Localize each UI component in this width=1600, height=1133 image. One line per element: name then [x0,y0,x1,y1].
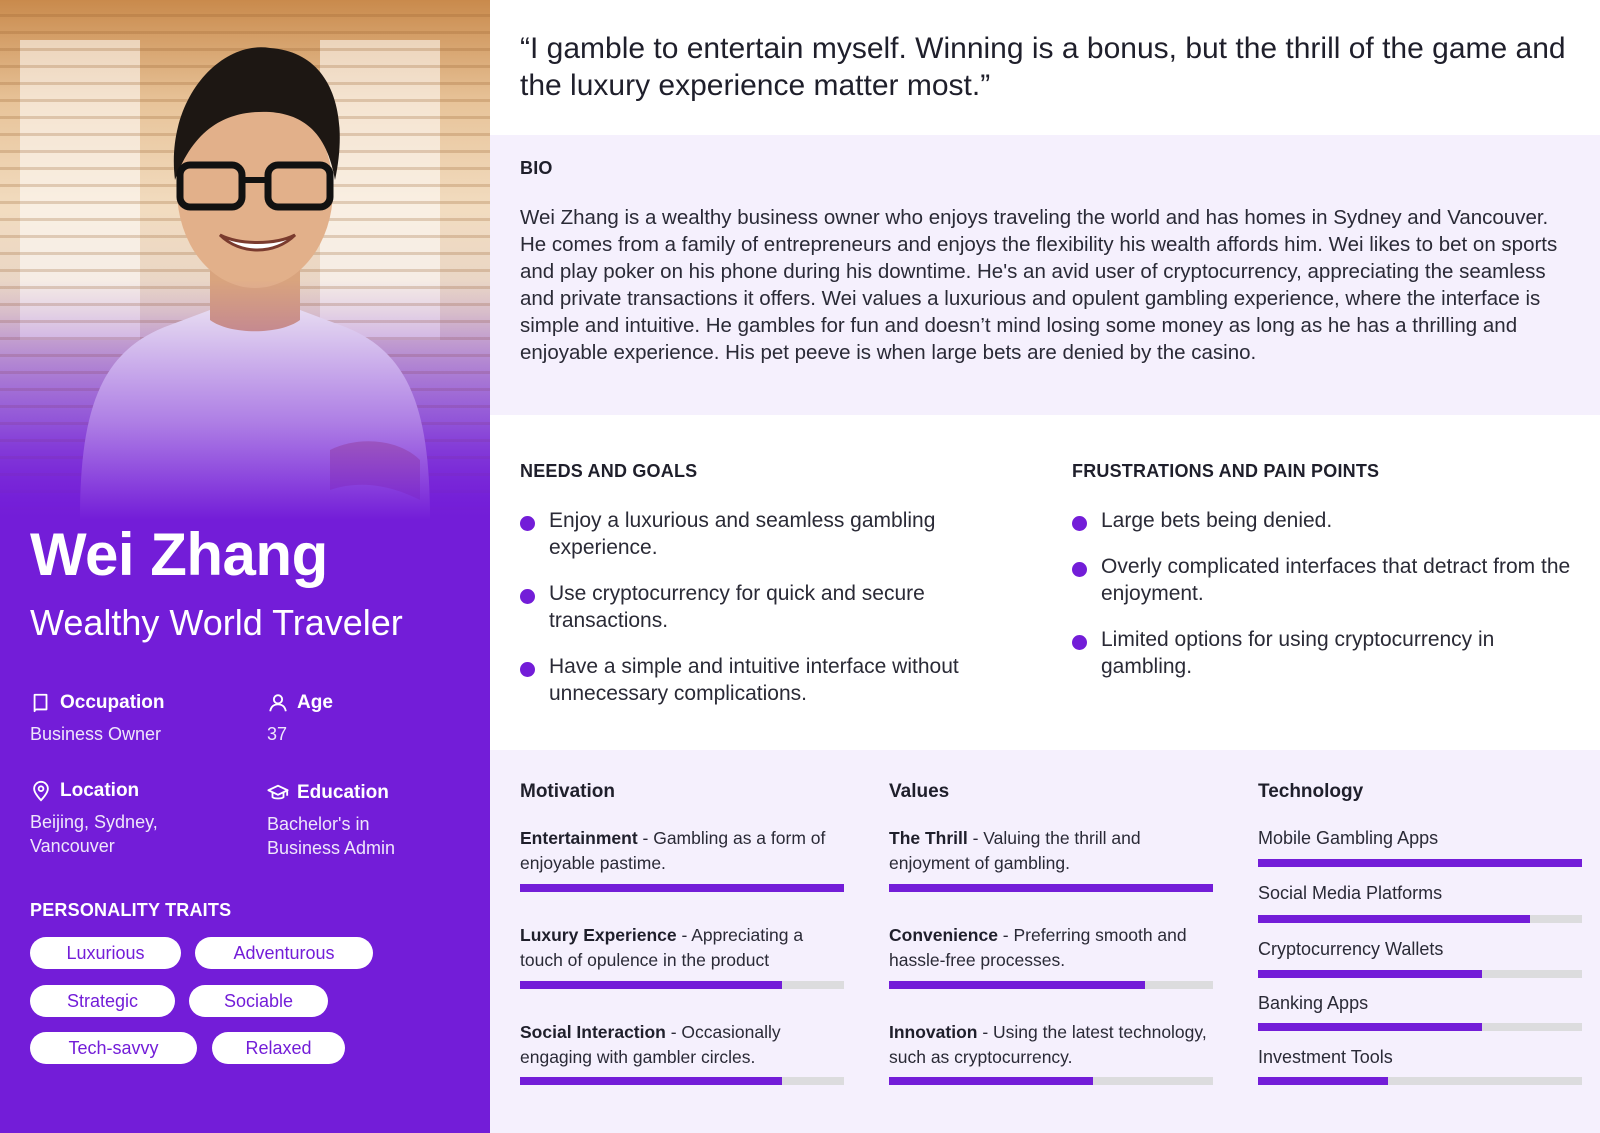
technology-label: Mobile Gambling Apps [1258,828,1439,848]
motivation-item [520,1020,850,1070]
trait-pill: Strategic [30,985,175,1017]
trait-pill: Luxurious [30,937,181,969]
location-label: Location [60,780,140,801]
bullet-dot [1072,635,1087,650]
persona-quote: “I gamble to entertain myself. Winning is a bonus, but the thrill of the game and the luxury experience matter most.” [520,32,1566,102]
trait-pill: Relaxed [212,1032,345,1064]
values-term: The Thrill [889,828,968,848]
frustration-text: Large bets being denied. [1101,509,1333,532]
persona-role: Wealthy World Traveler [30,602,403,643]
list-item [1072,553,1572,607]
education-value-line1: Bachelor's in [267,814,370,834]
technology-bar-fill [1258,1077,1388,1085]
bullet-dot [1072,516,1087,531]
personality-traits-title: PERSONALITY TRAITS [30,900,232,920]
technology-label: Social Media Platforms [1258,883,1443,903]
motivation-bar-fill [520,1077,782,1085]
user-icon [267,692,289,714]
persona-name: Wei Zhang [30,521,328,588]
motivation-bar-fill [520,981,782,989]
trait-pill: Sociable [189,985,328,1017]
need-text: Enjoy a luxurious and seamless gambling experience. [549,509,936,559]
values-bar [889,1077,1213,1085]
occupation-value: Business Owner [30,724,162,744]
technology-bar-fill [1258,859,1582,867]
technology-bar-fill [1258,915,1530,923]
frustrations-list [1072,507,1572,699]
values-bar-fill [889,981,1145,989]
map-pin-icon [30,780,52,802]
values-title: Values [889,781,950,802]
motivation-bar [520,1077,844,1085]
values-item [889,1020,1219,1070]
values-term: Innovation [889,1022,978,1042]
frustration-text: Limited options for using cryptocurrency in gambling. [1101,628,1495,678]
values-bar [889,981,1213,989]
needs-list [520,507,1020,726]
technology-label: Cryptocurrency Wallets [1258,939,1444,959]
occupation-field [30,692,165,746]
motivation-term: Luxury Experience [520,925,677,945]
list-item [1072,626,1572,680]
values-desc: - Preferring smooth and hassle-free processes. [889,925,1187,970]
age-field [267,692,333,746]
book-icon [30,692,52,714]
motivation-desc: - Gambling as a form of enjoyable pastime. [520,828,826,873]
occupation-label: Occupation [60,692,165,713]
location-value-line2: Vancouver [30,836,115,856]
bio-text: Wei Zhang is a wealthy business owner who enjoys traveling the world and has homes in Sydney and Vancouver. He comes from a family of entrepreneurs and enjoys the flexibility his wealth affords him. Wei likes to bet on sports and play poker on his phone during his downtime. He's an avid user of cryptocurrency, appreciating the seamless and private transactions it offers. Wei values a luxurious and opulent gambling experience, where the interface is simple and intuitive. He gambles for fun and doesn’t mind losing some money as long as he has a thrilling and enjoyable experience. His pet peeve is when large bets are denied by the casino. [520,206,1558,364]
technology-label: Investment Tools [1258,1047,1393,1067]
location-value-line1: Beijing, Sydney, [30,812,158,832]
graduation-cap-icon [267,782,289,804]
technology-bar [1258,970,1582,978]
location-field [30,780,158,858]
motivation-desc: - Appreciating a touch of opulence in the product [520,925,804,970]
motivation-title: Motivation [520,781,615,802]
bullet-dot [520,589,535,604]
need-text: Have a simple and intuitive interface without unnecessary complications. [549,655,959,705]
need-text: Use cryptocurrency for quick and secure transactions. [549,582,925,632]
motivation-bar [520,884,844,892]
technology-bar [1258,859,1582,867]
values-term: Convenience [889,925,998,945]
values-desc: - Valuing the thrill and enjoyment of gambling. [889,828,1141,873]
values-desc: - Using the latest technology, such as cryptocurrency. [889,1022,1207,1067]
education-label: Education [297,782,389,803]
motivation-term: Social Interaction [520,1022,666,1042]
values-bar [889,884,1213,892]
trait-pill: Tech-savvy [30,1032,197,1064]
trait-pill: Adventurous [195,937,373,969]
persona-photo [0,0,490,520]
motivation-item [520,826,850,876]
technology-bar [1258,1023,1582,1031]
motivation-term: Entertainment [520,828,638,848]
bullet-dot [520,516,535,531]
photo-fade [0,280,490,520]
education-value-line2: Business Admin [267,838,396,858]
values-item [889,826,1219,876]
education-field [267,782,395,860]
bullet-dot [520,662,535,677]
technology-title: Technology [1258,781,1364,802]
list-item [1072,507,1572,534]
technology-bar [1258,1077,1582,1085]
motivation-bar-fill [520,884,844,892]
motivation-desc: - Occasionally engaging with gambler circles. [520,1022,781,1067]
age-label: Age [297,692,333,713]
technology-bar-fill [1258,970,1482,978]
technology-bar-fill [1258,1023,1482,1031]
bio-title: BIO [520,158,553,178]
values-bar-fill [889,1077,1093,1085]
profile-panel [0,0,490,1133]
frustration-text: Overly complicated interfaces that detract from the enjoyment. [1101,555,1571,605]
motivation-bar [520,981,844,989]
values-bar-fill [889,884,1213,892]
motivation-item [520,923,850,973]
values-item [889,923,1219,973]
list-item [520,507,1020,561]
technology-label: Banking Apps [1258,993,1369,1013]
list-item [520,580,1020,634]
bullet-dot [1072,562,1087,577]
technology-bar [1258,915,1582,923]
frustrations-title: FRUSTRATIONS AND PAIN POINTS [1072,461,1380,481]
age-value: 37 [267,724,288,744]
list-item [520,653,1020,707]
needs-title: NEEDS AND GOALS [520,461,698,481]
